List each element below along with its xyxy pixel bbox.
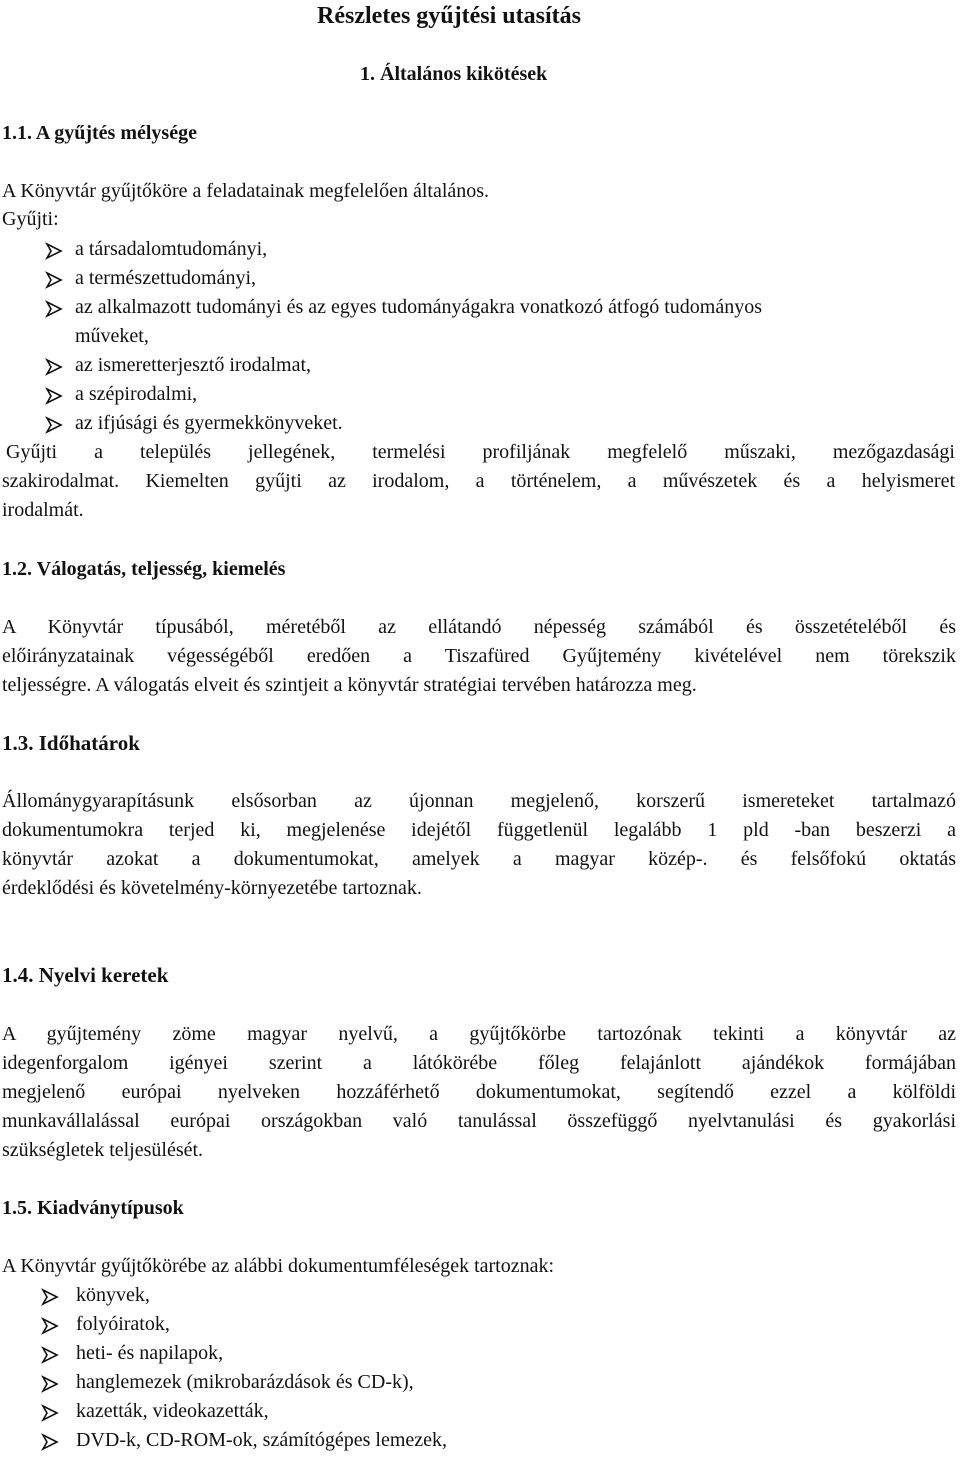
- heading-1-1: 1.1. A gyűjtés mélysége: [2, 122, 197, 144]
- arrowhead-bullet-icon: [44, 357, 64, 377]
- paragraph-line: előirányzatainak végességéből eredően a Tiszafüred Gyűjtemény kivételével nem törekszik: [2, 645, 956, 667]
- paragraph-line: Gyűjti a település jellegének, termelési profiljának megfelelő műszaki, mezőgazdasági: [6, 441, 955, 463]
- paragraph-line: megjelenő európai nyelveken hozzáférhető dokumentumokat, segítendő ezzel a kölföldi: [2, 1081, 956, 1103]
- paragraph-line: teljességre. A válogatás elveit és szintjeit a könyvtár stratégiai tervében határozza meg.: [2, 674, 697, 696]
- arrowhead-bullet-icon: [44, 415, 64, 435]
- heading-1-4: 1.4. Nyelvi keretek: [2, 963, 169, 987]
- list-item: az ismeretterjesztő irodalmat,: [75, 354, 312, 376]
- arrowhead-bullet-icon: [44, 241, 64, 261]
- list-item: a társadalomtudományi,: [75, 238, 268, 260]
- list-item: a szépirodalmi,: [75, 383, 198, 405]
- paragraph-line: dokumentumokra terjed ki, megjelenése idejétől függetlenül legalább 1 pld -ban beszerzi a: [2, 819, 956, 841]
- list-item: heti- és napilapok,: [76, 1342, 224, 1364]
- list-item: DVD-k, CD-ROM-ok, számítógépes lemezek,: [76, 1429, 448, 1451]
- list-item: az ifjúsági és gyermekkönyveket.: [75, 412, 343, 434]
- paragraph-line: könyvtár azokat a dokumentumokat, amelyek a magyar közép-. és felsőfokú oktatás: [2, 848, 956, 870]
- paragraph-line: Állománygyarapításunk elsősorban az újonnan megjelenő, korszerű ismereteket tartalmazó: [2, 790, 956, 812]
- list-item: könyvek,: [76, 1284, 150, 1306]
- paragraph-1-5: A Könyvtár gyűjtőkörébe az alábbi dokumentumféleségek tartoznak:: [2, 1255, 555, 1277]
- arrowhead-bullet-icon: [40, 1374, 60, 1394]
- arrowhead-bullet-icon: [40, 1287, 60, 1307]
- paragraph-line: szükségletek teljesülését.: [2, 1139, 204, 1161]
- arrowhead-bullet-icon: [44, 270, 64, 290]
- section-heading-1: 1. Általános kikötések: [360, 63, 548, 85]
- arrowhead-bullet-icon: [40, 1403, 60, 1423]
- paragraph-line: A Könyvtár típusából, méretéből az ellátandó népesség számából és összetételéből és: [2, 616, 956, 638]
- list-item: folyóiratok,: [76, 1313, 170, 1335]
- paragraph-line: munkavállalással európai országokban való tanulással összefüggő nyelvtanulási és gyakorlási: [2, 1110, 956, 1132]
- paragraph-line: irodalmát.: [2, 499, 84, 521]
- arrowhead-bullet-icon: [40, 1345, 60, 1365]
- heading-1-5: 1.5. Kiadványtípusok: [2, 1197, 184, 1219]
- paragraph-line: szakirodalmat. Kiemelten gyűjti az irodalom, a történelem, a művészetek és a helyismeret: [2, 470, 955, 492]
- list-item: az alkalmazott tudományi és az egyes tudományágakra vonatkozó átfogó tudományos: [75, 296, 763, 318]
- heading-1-2: 1.2. Válogatás, teljesség, kiemelés: [2, 558, 286, 580]
- list-item: a természettudományi,: [75, 267, 257, 289]
- list-item-continuation: műveket,: [75, 325, 149, 347]
- paragraph-line: érdeklődési és követelmény-környezetébe tartoznak.: [2, 877, 422, 899]
- paragraph-line: A gyűjtemény zöme magyar nyelvű, a gyűjtőkörbe tartozónak tekinti a könyvtár az: [2, 1023, 956, 1045]
- heading-1-3: 1.3. Időhatárok: [2, 731, 140, 755]
- paragraph-1-1-collects: Gyűjti:: [2, 208, 59, 230]
- arrowhead-bullet-icon: [40, 1432, 60, 1452]
- arrowhead-bullet-icon: [44, 386, 64, 406]
- list-item: hanglemezek (mikrobarázdások és CD-k),: [76, 1371, 414, 1393]
- paragraph-line: idegenforgalom igényei szerint a látókörébe főleg felajánlott ajándékok formájában: [2, 1052, 956, 1074]
- arrowhead-bullet-icon: [44, 299, 64, 319]
- document-title: Részletes gyűjtési utasítás: [317, 3, 581, 29]
- paragraph-1-1-intro: A Könyvtár gyűjtőköre a feladatainak megfelelően általános.: [2, 180, 490, 202]
- arrowhead-bullet-icon: [40, 1316, 60, 1336]
- list-item: kazetták, videokazetták,: [76, 1400, 269, 1422]
